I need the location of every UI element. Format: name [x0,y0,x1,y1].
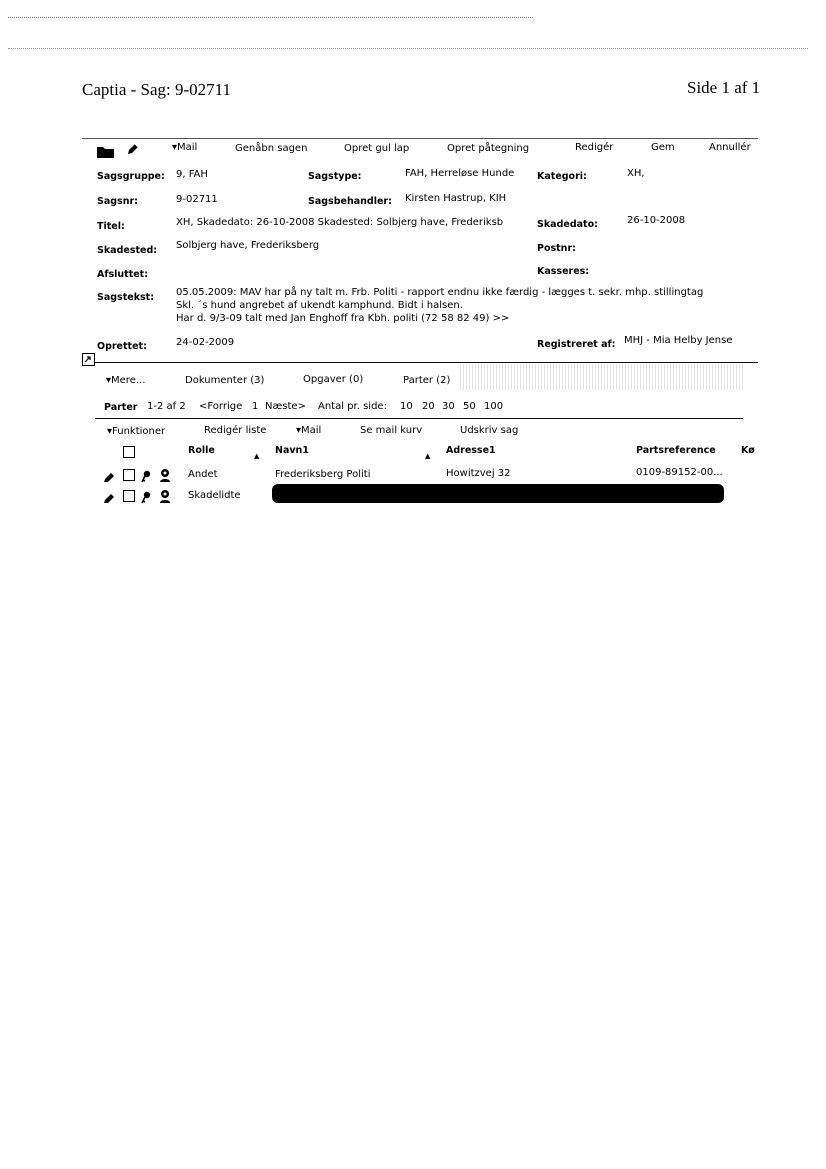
expand-icon[interactable] [82,351,95,370]
postal-code-label: Postnr: [537,243,576,254]
case-group-label: Sagsgruppe: [97,171,165,182]
created-label: Oprettet: [97,341,147,352]
row-checkbox[interactable] [123,490,135,502]
row-reference: 0109-89152-00... [636,467,723,478]
sort-ascending-icon: ▲ [425,452,431,460]
person-icon[interactable] [158,467,172,486]
row-role: Skadelidte [188,490,241,501]
pager-next-link[interactable]: Næste> [265,401,306,412]
tab-documents[interactable]: Dokumenter (3) [185,375,265,386]
folder-icon[interactable] [97,143,114,162]
registered-by-label: Registreret af: [537,339,616,350]
case-text-line: 05.05.2009: MAV har på ny talt m. Frb. Politi - rapport endnu ikke færdig - lægges t. sekr. mhp. stillingtag [176,287,704,298]
print-case-button[interactable]: Udskriv sag [460,425,519,436]
save-button[interactable]: Gem [651,142,675,153]
page-title: Captia - Sag: 9-02711 [82,80,232,99]
case-title-label: Titel: [97,221,125,232]
pager-current-page: 1 [252,401,259,412]
scan-artifact-line [8,17,533,18]
case-number-label: Sagsnr: [97,196,138,207]
category-label: Kategori: [537,171,587,182]
key-icon[interactable] [141,489,152,508]
key-icon[interactable] [141,468,152,487]
case-group-value: 9, FAH [176,169,208,180]
create-note-button[interactable]: Opret gul lap [344,143,410,154]
damage-place-value: Solbjerg have, Frederiksberg [176,240,320,251]
reopen-case-button[interactable]: Genåbn sagen [235,143,308,154]
pager-bottom-rule [95,418,743,419]
scan-artifact-line [8,48,808,49]
per-page-option[interactable]: 10 [400,401,413,412]
person-icon[interactable] [158,488,172,507]
redaction-bar [272,484,724,503]
row-role: Andet [188,469,218,480]
row-address: Howitzvej 32 [446,468,511,479]
case-title-value: XH, Skadedato: 26-10-2008 Skadested: Solbjerg have, Frederiksb [176,217,504,228]
column-header-reference[interactable]: Partsreference [636,445,716,456]
case-text-line: Skl. ´s hund angrebet af ukendt kamphund. Bidt i halsen. [176,300,463,311]
edit-list-button[interactable]: Redigér liste [204,425,267,436]
row-name-link[interactable]: Frederiksberg Politi [275,469,371,480]
column-header-role[interactable]: Rolle [188,445,215,456]
pager-label: Parter [104,402,138,413]
registered-by-value: MHJ - Mia Helby Jense [624,335,733,346]
damage-date-value: 26-10-2008 [627,215,686,226]
category-value: XH, [627,168,645,179]
toolbar-top-rule [82,138,758,139]
sort-ascending-icon: ▲ [254,452,260,460]
per-page-option[interactable]: 100 [484,401,504,412]
functions-menu-button[interactable]: ▾Funktioner [107,426,166,437]
created-value: 24-02-2009 [176,337,235,348]
damage-place-label: Skadested: [97,245,158,256]
tab-more[interactable]: ▾Mere... [106,375,146,386]
column-header-address[interactable]: Adresse1 [446,445,496,456]
per-page-option[interactable]: 30 [442,401,455,412]
per-page-label: Antal pr. side: [318,401,387,412]
case-text-line: Har d. 9/3-09 talt med Jan Enghoff fra Kbh. politi (72 58 82 49) >> [176,313,510,324]
case-number-value: 9-02711 [176,194,218,205]
tab-tasks[interactable]: Opgaver (0) [303,374,364,385]
tabs-top-rule [95,362,758,363]
pencil-icon[interactable] [126,141,140,160]
create-annotation-button[interactable]: Opret påtegning [447,143,530,154]
pencil-icon[interactable] [103,469,116,488]
tab-parties[interactable]: Parter (2) [403,375,451,386]
case-type-value: FAH, Herreløse Hunde [405,168,515,179]
cancel-button[interactable]: Annullér [709,142,751,153]
pager-range: 1-2 af 2 [147,401,186,412]
pencil-icon[interactable] [103,490,116,509]
select-all-checkbox[interactable] [123,446,135,458]
edit-button[interactable]: Redigér [575,142,614,153]
mail-menu-button[interactable]: ▾Mail [172,142,198,153]
case-handler-label: Sagsbehandler: [308,196,392,207]
column-header-queue[interactable]: Kø [741,445,755,456]
case-type-label: Sagstype: [308,171,362,182]
case-text-label: Sagstekst: [97,292,155,303]
per-page-option[interactable]: 50 [463,401,476,412]
column-header-name[interactable]: Navn1 [275,445,309,456]
discarded-label: Kasseres: [537,266,590,277]
page-number: Side 1 af 1 [687,78,761,97]
mail-cart-button[interactable]: Se mail kurv [360,425,423,436]
case-handler-value: Kirsten Hastrup, KIH [405,193,507,204]
tab-strip-scan-noise [460,364,745,390]
closed-label: Afsluttet: [97,269,149,280]
per-page-option[interactable]: 20 [422,401,435,412]
damage-date-label: Skadedato: [537,219,598,230]
pager-prev-link[interactable]: <Forrige [199,401,243,412]
mail-menu-button[interactable]: ▾Mail [296,425,322,436]
row-checkbox[interactable] [123,469,135,481]
